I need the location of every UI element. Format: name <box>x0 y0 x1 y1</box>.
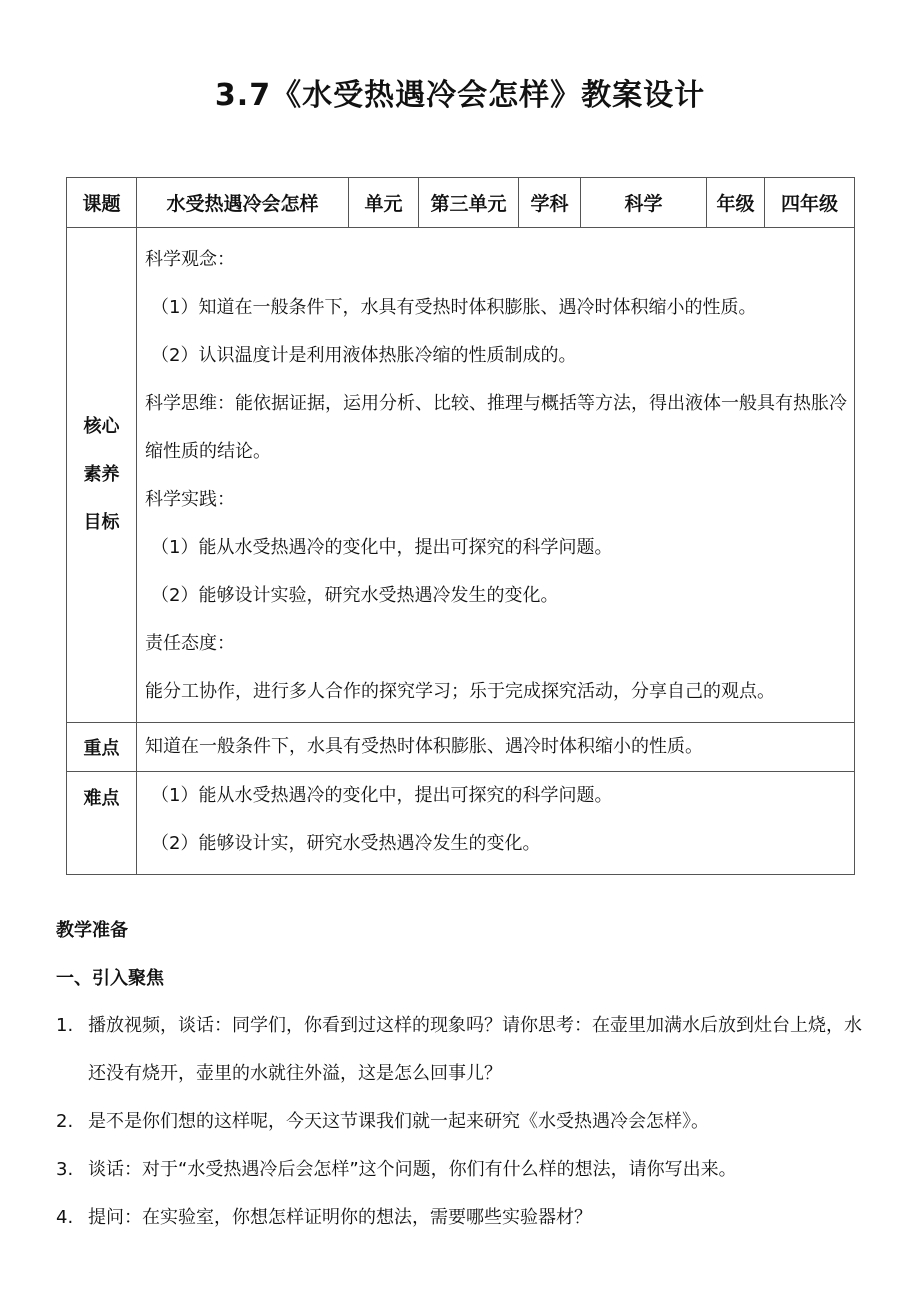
step-number: 4. <box>56 1207 74 1228</box>
goals-content <box>137 228 855 723</box>
difficulty-line: （1）能从水受热遇冷的变化中，提出可探究的科学问题。 <box>151 785 613 806</box>
difficulty-content <box>137 772 855 875</box>
goals-label-line: 目标 <box>83 512 120 533</box>
key-point-text <box>137 723 855 772</box>
goals-label-line: 核心 <box>83 416 120 437</box>
goals-row <box>67 228 855 723</box>
goals-line: （1）知道在一般条件下，水具有受热时体积膨胀、遇冷时体积缩小的性质。 <box>151 297 757 318</box>
section-one-heading: 一、引入聚焦 <box>56 968 164 989</box>
difficulty-label: 难点 <box>67 772 137 875</box>
key-point-line: 知道在一般条件下，水具有受热时体积膨胀、遇冷时体积缩小的性质。 <box>145 736 703 757</box>
lesson-info-table <box>66 177 855 875</box>
unit-label: 单元 <box>349 178 419 228</box>
key-point-label: 重点 <box>67 723 137 772</box>
goals-line: （1）能从水受热遇冷的变化中，提出可探究的科学问题。 <box>151 537 613 558</box>
list-item <box>56 1002 876 1098</box>
goals-line: 科学思维：能依据证据，运用分析、比较、推理与概括等方法，得出液体一般具有热胀冷缩性质的结论。 <box>145 393 847 462</box>
step-number: 3. <box>56 1159 74 1180</box>
topic-value: 水受热遇冷会怎样 <box>137 178 349 228</box>
subject-value: 科学 <box>581 178 707 228</box>
section-one-steps <box>56 1002 876 1242</box>
step-number: 1. <box>56 1015 74 1036</box>
list-item <box>56 1098 876 1146</box>
unit-value: 第三单元 <box>419 178 519 228</box>
goals-line: 科学实践： <box>145 489 235 510</box>
goals-line: 科学观念： <box>145 249 235 270</box>
step-text: 谈话：对于“水受热遇冷后会怎样”这个问题，你们有什么样的想法，请你写出来。 <box>88 1159 737 1180</box>
goals-line: 能分工协作，进行多人合作的探究学习；乐于完成探究活动，分享自己的观点。 <box>145 681 775 702</box>
key-point-row <box>67 723 855 772</box>
grade-label: 年级 <box>707 178 765 228</box>
goals-line: （2）能够设计实验，研究水受热遇冷发生的变化。 <box>151 585 559 606</box>
step-text: 播放视频，谈话：同学们，你看到过这样的现象吗？请你思考：在壶里加满水后放到灶台上烧，水还没有烧开，壶里的水就往外溢，这是怎么回事儿？ <box>88 1015 862 1084</box>
goals-line: 责任态度： <box>145 633 235 654</box>
step-text: 是不是你们想的这样呢，今天这节课我们就一起来研究《水受热遇冷会怎样》。 <box>88 1111 709 1132</box>
goals-line: （2）认识温度计是利用液体热胀冷缩的性质制成的。 <box>151 345 577 366</box>
goals-label <box>67 228 137 723</box>
difficulty-line: （2）能够设计实，研究水受热遇冷发生的变化。 <box>151 833 541 854</box>
difficulty-row <box>67 772 855 875</box>
step-number: 2. <box>56 1111 74 1132</box>
grade-value: 四年级 <box>765 178 855 228</box>
document-title: 3.7《水受热遇冷会怎样》教案设计 <box>214 78 706 113</box>
subject-label: 学科 <box>519 178 581 228</box>
list-item <box>56 1194 876 1242</box>
list-item <box>56 1146 876 1194</box>
table-header-row <box>67 178 855 228</box>
topic-label: 课题 <box>67 178 137 228</box>
preparation-heading: 教学准备 <box>56 920 128 941</box>
goals-label-line: 素养 <box>83 464 120 485</box>
step-text: 提问：在实验室，你想怎样证明你的想法，需要哪些实验器材？ <box>88 1207 592 1228</box>
